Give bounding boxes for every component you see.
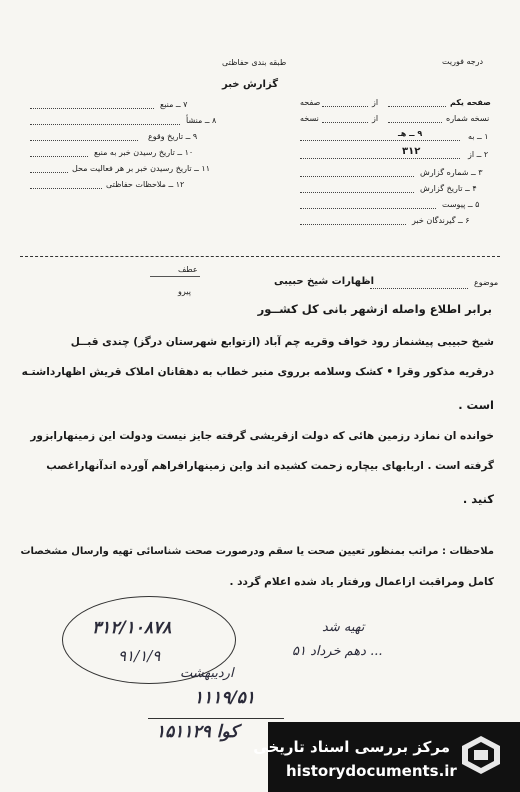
report-date-label: ۴ ــ تاریخ گزارش	[420, 184, 477, 193]
from-label: ۲ ــ از	[468, 150, 489, 159]
body-line: شیخ حبیبی پیشنماز رود خواف وقریه چم آباد (ازتوابع شهرستان درگز) چندی قبــل	[70, 336, 494, 348]
archive-logo-icon	[460, 734, 502, 776]
handwritten-signature: ۱۵۱۱۲۹ کوا	[156, 722, 239, 742]
notes-line: کامل ومراقبت ازاعمال ورفتار یاد شده اعلام گردد .	[229, 576, 494, 588]
stamp-date: ۹۱/۱/۹	[118, 647, 161, 665]
notes-line: ملاحظات : مراتب بمنظور تعیین صحت یا سقم ودرصورت صحت شناسائی تهیه وارسال مشخصات	[20, 546, 494, 557]
copy-from-label: از	[372, 114, 379, 123]
page-from-label: از	[372, 98, 379, 107]
handwritten-note: دهم خرداد ۵۱ ...	[292, 644, 383, 659]
to-value: ۹ ــ هـ	[398, 129, 423, 138]
body-line: گرفته است . اربابهای بیچاره زحمت کشیده اند واین زمینهارافراهم آورده اندآنهاراغصب	[46, 460, 494, 472]
handwritten-signature: اردیبهشت	[180, 666, 234, 681]
left-field-source: ۷ ــ منبع	[160, 100, 188, 109]
left-field-security-notes: ۱۲ ــ ملاحظات حفاظتی	[106, 180, 185, 189]
body-line: کنید .	[462, 492, 494, 506]
copy-suffix-label: نسخه	[300, 114, 319, 123]
classification-label: طبقه بندی حفاظتی	[222, 58, 287, 67]
body-line: درقریه مذکور وقرا • کشک وسلامه برروی منبر خطاب به دهقانان املاک قریش اظهارداشتـه	[21, 366, 494, 378]
to-label: ۱ ــ به	[468, 132, 489, 141]
subject-value: اظهارات شیخ حبیبی	[274, 276, 375, 287]
attachment-label: ۵ ــ پیوست	[442, 200, 480, 209]
reference-label: عطف	[178, 265, 198, 274]
body-line: برابر اطلاع واصله ازشهر بانی کل کشــور	[257, 302, 492, 316]
stamp-number: ۳۱۲/۱۰۸۷۸	[92, 618, 172, 638]
copy-label: نسخه شماره	[446, 114, 490, 123]
section-divider	[20, 256, 500, 257]
left-field-local-receipt-date: ۱۱ ــ تاریخ رسیدن خبر بر هر فعالیت محل	[72, 164, 210, 173]
handwritten-signature: ۱۱۱۹/۵۱	[194, 688, 255, 708]
follow-up-label: پیرو	[178, 287, 191, 296]
doc-title: گزارش خبر	[222, 79, 279, 90]
from-value: ۳۱۲	[402, 146, 421, 157]
body-line: خوانده ان نمازد رزمین هائی که دولت ازقریشی گرفته جایز نیست ودولت این زمینهارابزور	[30, 430, 494, 442]
handwritten-note: تهیه شد	[322, 620, 365, 635]
left-field-occurrence-date: ۹ ــ تاریخ وقوع	[148, 132, 198, 141]
watermark-title: مرکز بررسی اسناد تاریخی	[253, 738, 450, 756]
priority-label: درجه فوریت	[442, 57, 484, 66]
report-number-label: ۳ ــ شماره گزارش	[420, 168, 483, 177]
left-field-source-receipt-date: ۱۰ ــ تاریخ رسیدن خبر به منبع	[94, 148, 194, 157]
recipients-label: ۶ ــ گیرندگان خبر	[412, 216, 470, 225]
page-suffix-label: صفحه	[300, 98, 321, 107]
watermark-url: historydocuments.ir	[286, 762, 457, 780]
page-label: صفحه یکم	[450, 98, 491, 107]
subject-label: موضوع	[474, 278, 499, 287]
left-field-origin: ۸ ــ منشأ	[186, 116, 217, 125]
body-line: است .	[458, 398, 494, 412]
